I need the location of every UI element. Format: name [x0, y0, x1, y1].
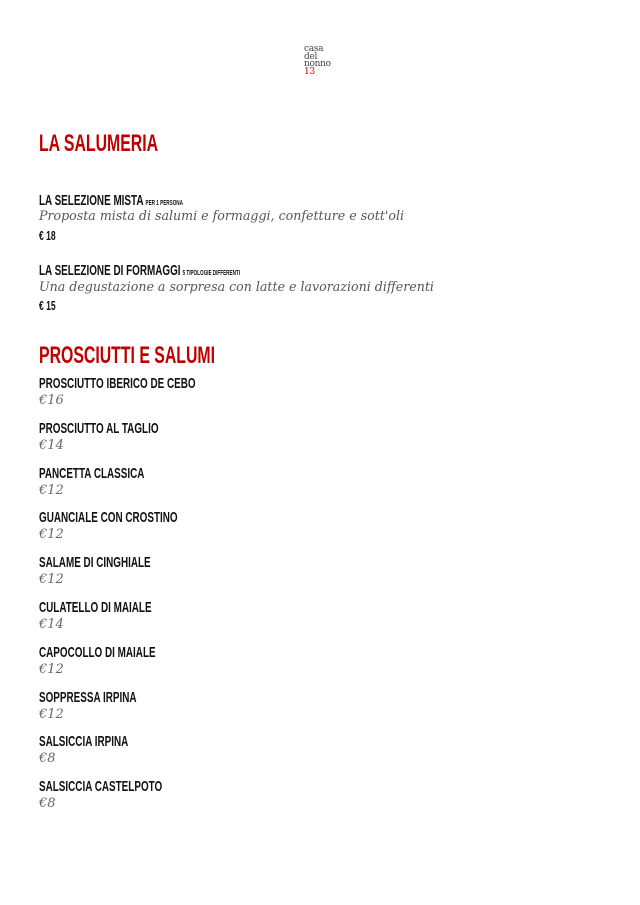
item-description: Proposta mista di salumi e formaggi, confetture e sott'oli — [39, 209, 405, 224]
item-price: €12 — [39, 706, 64, 722]
item-price: €14 — [39, 617, 64, 632]
item-price: € 15 — [39, 298, 56, 313]
logo-line: del — [304, 51, 318, 62]
item-name: SALSICCIA IRPINA — [39, 733, 129, 751]
item-price: €8 — [39, 751, 56, 767]
item-price: €14 — [39, 437, 64, 453]
item-description: Una degustazione a sorpresa con latte e lavorazioni differenti — [39, 280, 434, 295]
item-name: LA SELEZIONE DI FORMAGGI — [39, 262, 181, 279]
item-name: SALSICCIA CASTELPOTO — [39, 778, 163, 796]
item-price: €12 — [39, 527, 64, 543]
item-price: €12 — [39, 482, 64, 498]
menu-item-name — [39, 262, 240, 279]
logo-line: nonno — [304, 59, 331, 69]
section-title-prosciutti: PROSCIUTTI E SALUMI — [39, 342, 216, 369]
item-price: €16 — [39, 393, 64, 408]
item-price: €8 — [39, 796, 56, 812]
item-name: GUANCIALE CON CROSTINO — [39, 509, 178, 527]
logo-line: 13 — [304, 66, 315, 77]
item-note: 5 TIPOLOGIE DIFFERENTI — [182, 270, 241, 277]
item-name: PROSCIUTTO AL TAGLIO — [39, 419, 159, 437]
item-name: SOPPRESSA IRPINA — [39, 688, 137, 706]
item-name: PROSCIUTTO IBERICO DE CEBO — [39, 375, 196, 392]
restaurant-logo — [304, 46, 331, 76]
logo-line: casa — [304, 44, 324, 54]
menu-item-name — [39, 192, 183, 209]
item-name: SALAME DI CINGHIALE — [39, 554, 151, 572]
item-name: LA SELEZIONE MISTA — [39, 192, 144, 209]
item-price: €12 — [39, 572, 64, 588]
section-title-salumeria: LA SALUMERIA — [39, 130, 159, 157]
item-price: € 18 — [39, 228, 56, 243]
item-name: CULATELLO DI MAIALE — [39, 599, 152, 616]
item-note: PER 1 PERSONA — [145, 200, 183, 207]
item-name: CAPOCOLLO DI MAIALE — [39, 643, 156, 661]
item-name: PANCETTA CLASSICA — [39, 464, 145, 482]
item-price: €12 — [39, 661, 64, 677]
